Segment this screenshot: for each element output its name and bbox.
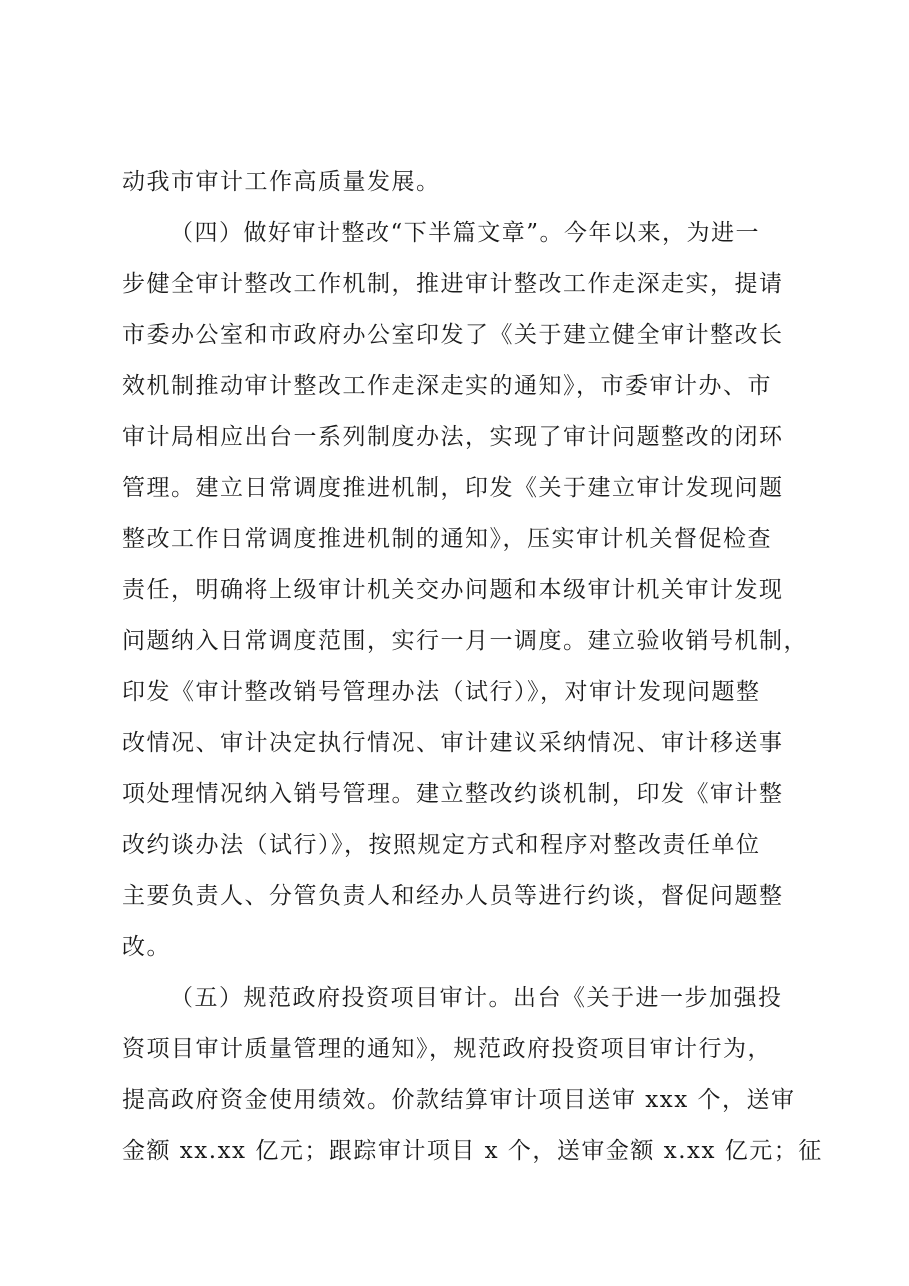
- text-line: 效机制推动审计整改工作走深走实的通知》，市委审计办、市: [122, 373, 772, 399]
- text-line: 提高政府资金使用绩效。价款结算审计项目送审 xxx 个，送审: [122, 1087, 796, 1113]
- text-line: 步健全审计整改工作机制，推进审计整改工作走深走实，提请: [122, 271, 784, 297]
- text-line: 项处理情况纳入销号管理。建立整改约谈机制，印发《审计整: [122, 781, 784, 807]
- text-line: 市委办公室和市政府办公室印发了《关于建立健全审计整改长: [122, 322, 784, 348]
- text-line: 资项目审计质量管理的通知》，规范政府投资项目审计行为，: [122, 1036, 772, 1062]
- text-line: 管理。建立日常调度推进机制，印发《关于建立审计发现问题: [122, 475, 784, 501]
- text-line: 改。: [122, 934, 171, 960]
- text-line: 金额 xx.xx 亿元；跟踪审计项目 x 个，送审金额 x.xx 亿元；征: [122, 1138, 823, 1164]
- text-line: 整改工作日常调度推进机制的通知》，压实审计机关督促检查: [122, 526, 772, 552]
- text-line: （四）做好审计整改“下半篇文章”。今年以来，为进一: [170, 220, 761, 246]
- text-line: 主要负责人、分管负责人和经办人员等进行约谈，督促问题整: [122, 883, 784, 909]
- text-line: 责任，明确将上级审计机关交办问题和本级审计机关审计发现: [122, 577, 784, 603]
- text-line: 改情况、审计决定执行情况、审计建议采纳情况、审计移送事: [122, 730, 784, 756]
- text-line: 改约谈办法（试行）》，按照规定方式和程序对整改责任单位: [122, 832, 761, 858]
- text-line: 动我市审计工作高质量发展。: [122, 169, 441, 195]
- text-line: （五）规范政府投资项目审计。出台《关于进一步加强投: [170, 985, 783, 1011]
- text-line: 审计局相应出台一系列制度办法，实现了审计问题整改的闭环: [122, 424, 784, 450]
- text-line: 印发《审计整改销号管理办法（试行）》，对审计发现问题整: [122, 679, 761, 705]
- text-line: 问题纳入日常调度范围，实行一月一调度。建立验收销号机制，: [122, 628, 808, 654]
